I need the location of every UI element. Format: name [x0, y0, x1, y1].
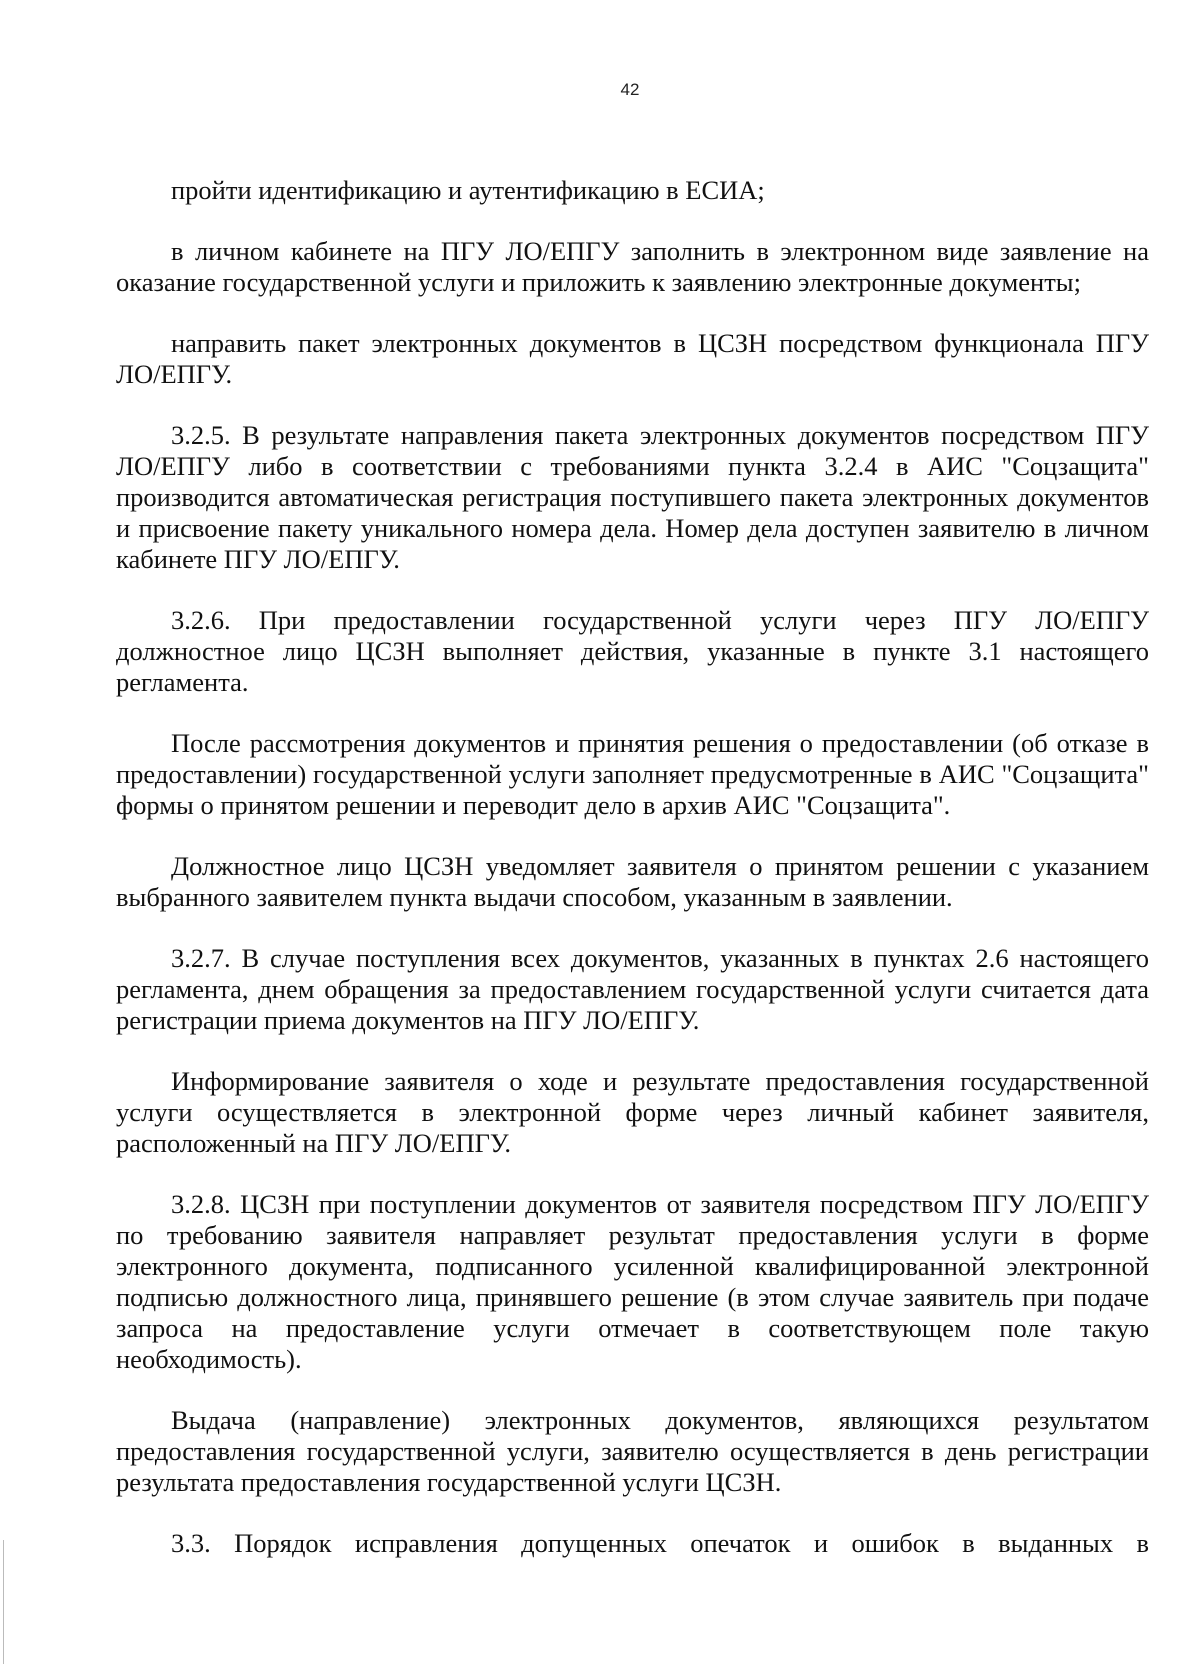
scan-edge-line	[3, 1540, 4, 1664]
paragraph: 3.2.8. ЦСЗН при поступлении документов от заявителя посредством ПГУ ЛО/ЕПГУ по требованию заявителя направляет результат предоставления услуги в форме электронного документа, подписанного усиленной квалифицированной электронной подписью должностного лица, принявшего решение (в этом случае заявитель при подаче запроса на предоставление услуги отмечает в соответствующем поле такую необходимость).	[116, 1189, 1149, 1374]
paragraph: направить пакет электронных документов в ЦСЗН посредством функционала ПГУ ЛО/ЕПГУ.	[116, 328, 1149, 389]
paragraph: 3.2.6. При предоставлении государственной услуги через ПГУ ЛО/ЕПГУ должностное лицо ЦСЗН выполняет действия, указанные в пункте 3.1 настоящего регламента.	[116, 605, 1149, 697]
paragraph: Должностное лицо ЦСЗН уведомляет заявителя о принятом решении с указанием выбранного заявителем пункта выдачи способом, указанным в заявлении.	[116, 851, 1149, 912]
paragraph: 3.2.7. В случае поступления всех документов, указанных в пунктах 2.6 настоящего регламента, днем обращения за предоставлением государственной услуги считается дата регистрации приема документов на ПГУ ЛО/ЕПГУ.	[116, 943, 1149, 1035]
document-body	[116, 175, 1149, 1589]
paragraph: Информирование заявителя о ходе и результате предоставления государственной услуги осуществляется в электронной форме через личный кабинет заявителя, расположенный на ПГУ ЛО/ЕПГУ.	[116, 1066, 1149, 1158]
paragraph: в личном кабинете на ПГУ ЛО/ЕПГУ заполнить в электронном виде заявление на оказание государственной услуги и приложить к заявлению электронные документы;	[116, 236, 1149, 297]
paragraph: пройти идентификацию и аутентификацию в ЕСИА;	[171, 175, 765, 205]
paragraph: Выдача (направление) электронных документов, являющихся результатом предоставления государственной услуги, заявителю осуществляется в день регистрации результата предоставления государственной услуги ЦСЗН.	[116, 1405, 1149, 1497]
page-number: 42	[620, 80, 640, 99]
paragraph: 3.2.5. В результате направления пакета электронных документов посредством ПГУ ЛО/ЕПГУ либо в соответствии с требованиями пункта 3.2.4 в АИС "Соцзащита" производится автоматическая регистрация поступившего пакета электронных документов и присвоение пакету уникального номера дела. Номер дела доступен заявителю в личном кабинете ПГУ ЛО/ЕПГУ.	[116, 420, 1149, 574]
paragraph: После рассмотрения документов и принятия решения о предоставлении (об отказе в предоставлении) государственной услуги заполняет предусмотренные в АИС "Соцзащита" формы о принятом решении и переводит дело в архив АИС "Соцзащита".	[116, 728, 1149, 820]
paragraph-continued: 3.3. Порядок исправления допущенных опечаток и ошибок в выданных в	[171, 1528, 1149, 1558]
